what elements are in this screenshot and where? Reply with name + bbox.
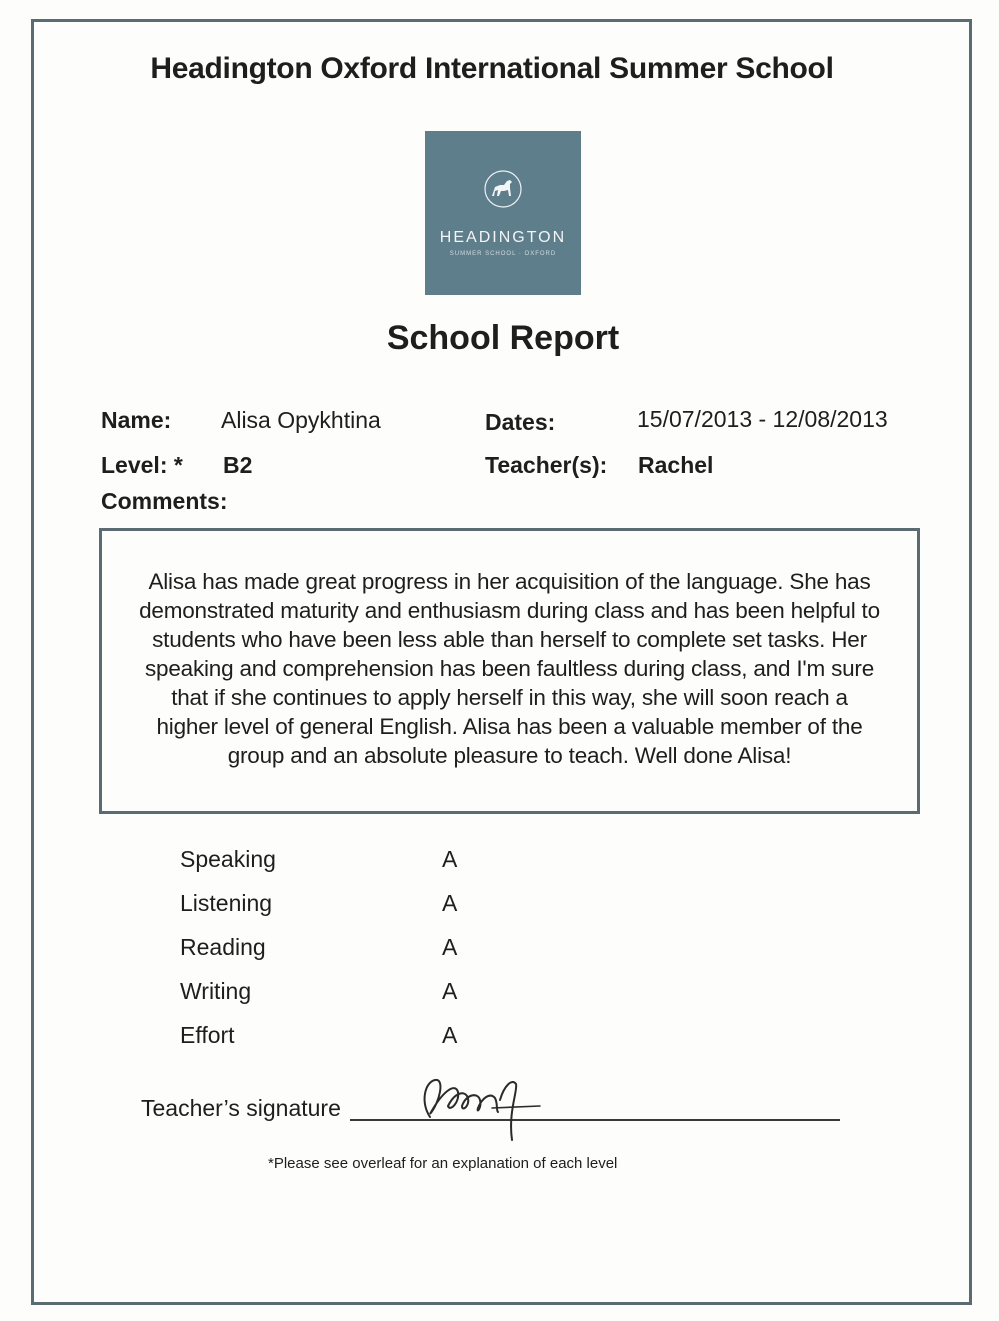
handwritten-signature — [400, 1062, 550, 1152]
dates-value: 15/07/2013 - 12/08/2013 — [637, 406, 888, 432]
school-name-heading: Headington Oxford International Summer School — [150, 52, 834, 85]
comment-line: students who have been less able than herself to complete set tasks. Her — [152, 627, 867, 652]
teacher-value: Rachel — [638, 452, 714, 478]
comment-line: group and an absolute pleasure to teach. Well done Alisa! — [227, 743, 792, 768]
grade-subject: Listening — [180, 890, 273, 916]
comments-label: Comments: — [101, 488, 228, 514]
comment-line: demonstrated maturity and enthusiasm during class and has been helpful to — [139, 598, 880, 623]
comment-line: speaking and comprehension has been faultless during class, and I'm sure — [144, 656, 875, 681]
name-value: Alisa Opykhtina — [221, 407, 381, 433]
grade-value: A — [442, 890, 458, 916]
logo-title: HEADINGTON — [439, 229, 567, 246]
signature-label: Teacher’s signature — [141, 1095, 341, 1121]
horse-emblem-icon — [483, 169, 523, 209]
footnote: *Please see overleaf for an explanation of each level — [268, 1155, 618, 1172]
grade-value: A — [442, 978, 458, 1004]
comment-line: Alisa has made great progress in her acquisition of the language. She has — [148, 569, 871, 594]
logo-subtitle: SUMMER SCHOOL · OXFORD — [449, 251, 557, 257]
dates-label: Dates: — [485, 409, 556, 435]
grade-subject: Speaking — [180, 846, 276, 872]
level-value: B2 — [223, 452, 253, 478]
level-label: Level: * — [101, 452, 183, 478]
teacher-label: Teacher(s): — [485, 452, 608, 478]
grade-subject: Reading — [180, 934, 266, 960]
headington-logo — [425, 131, 581, 295]
grade-subject: Writing — [180, 978, 252, 1004]
name-label: Name: — [101, 407, 172, 433]
grade-subject: Effort — [180, 1022, 235, 1048]
report-title: School Report — [386, 319, 620, 357]
comments-box — [99, 528, 920, 814]
comment-line: higher level of general English. Alisa has been a valuable member of the — [156, 714, 863, 739]
grade-value: A — [442, 934, 458, 960]
comment-line: that if she continues to apply herself in this way, she will soon reach a — [171, 685, 848, 710]
grade-value: A — [442, 846, 458, 872]
grade-value: A — [442, 1022, 458, 1048]
